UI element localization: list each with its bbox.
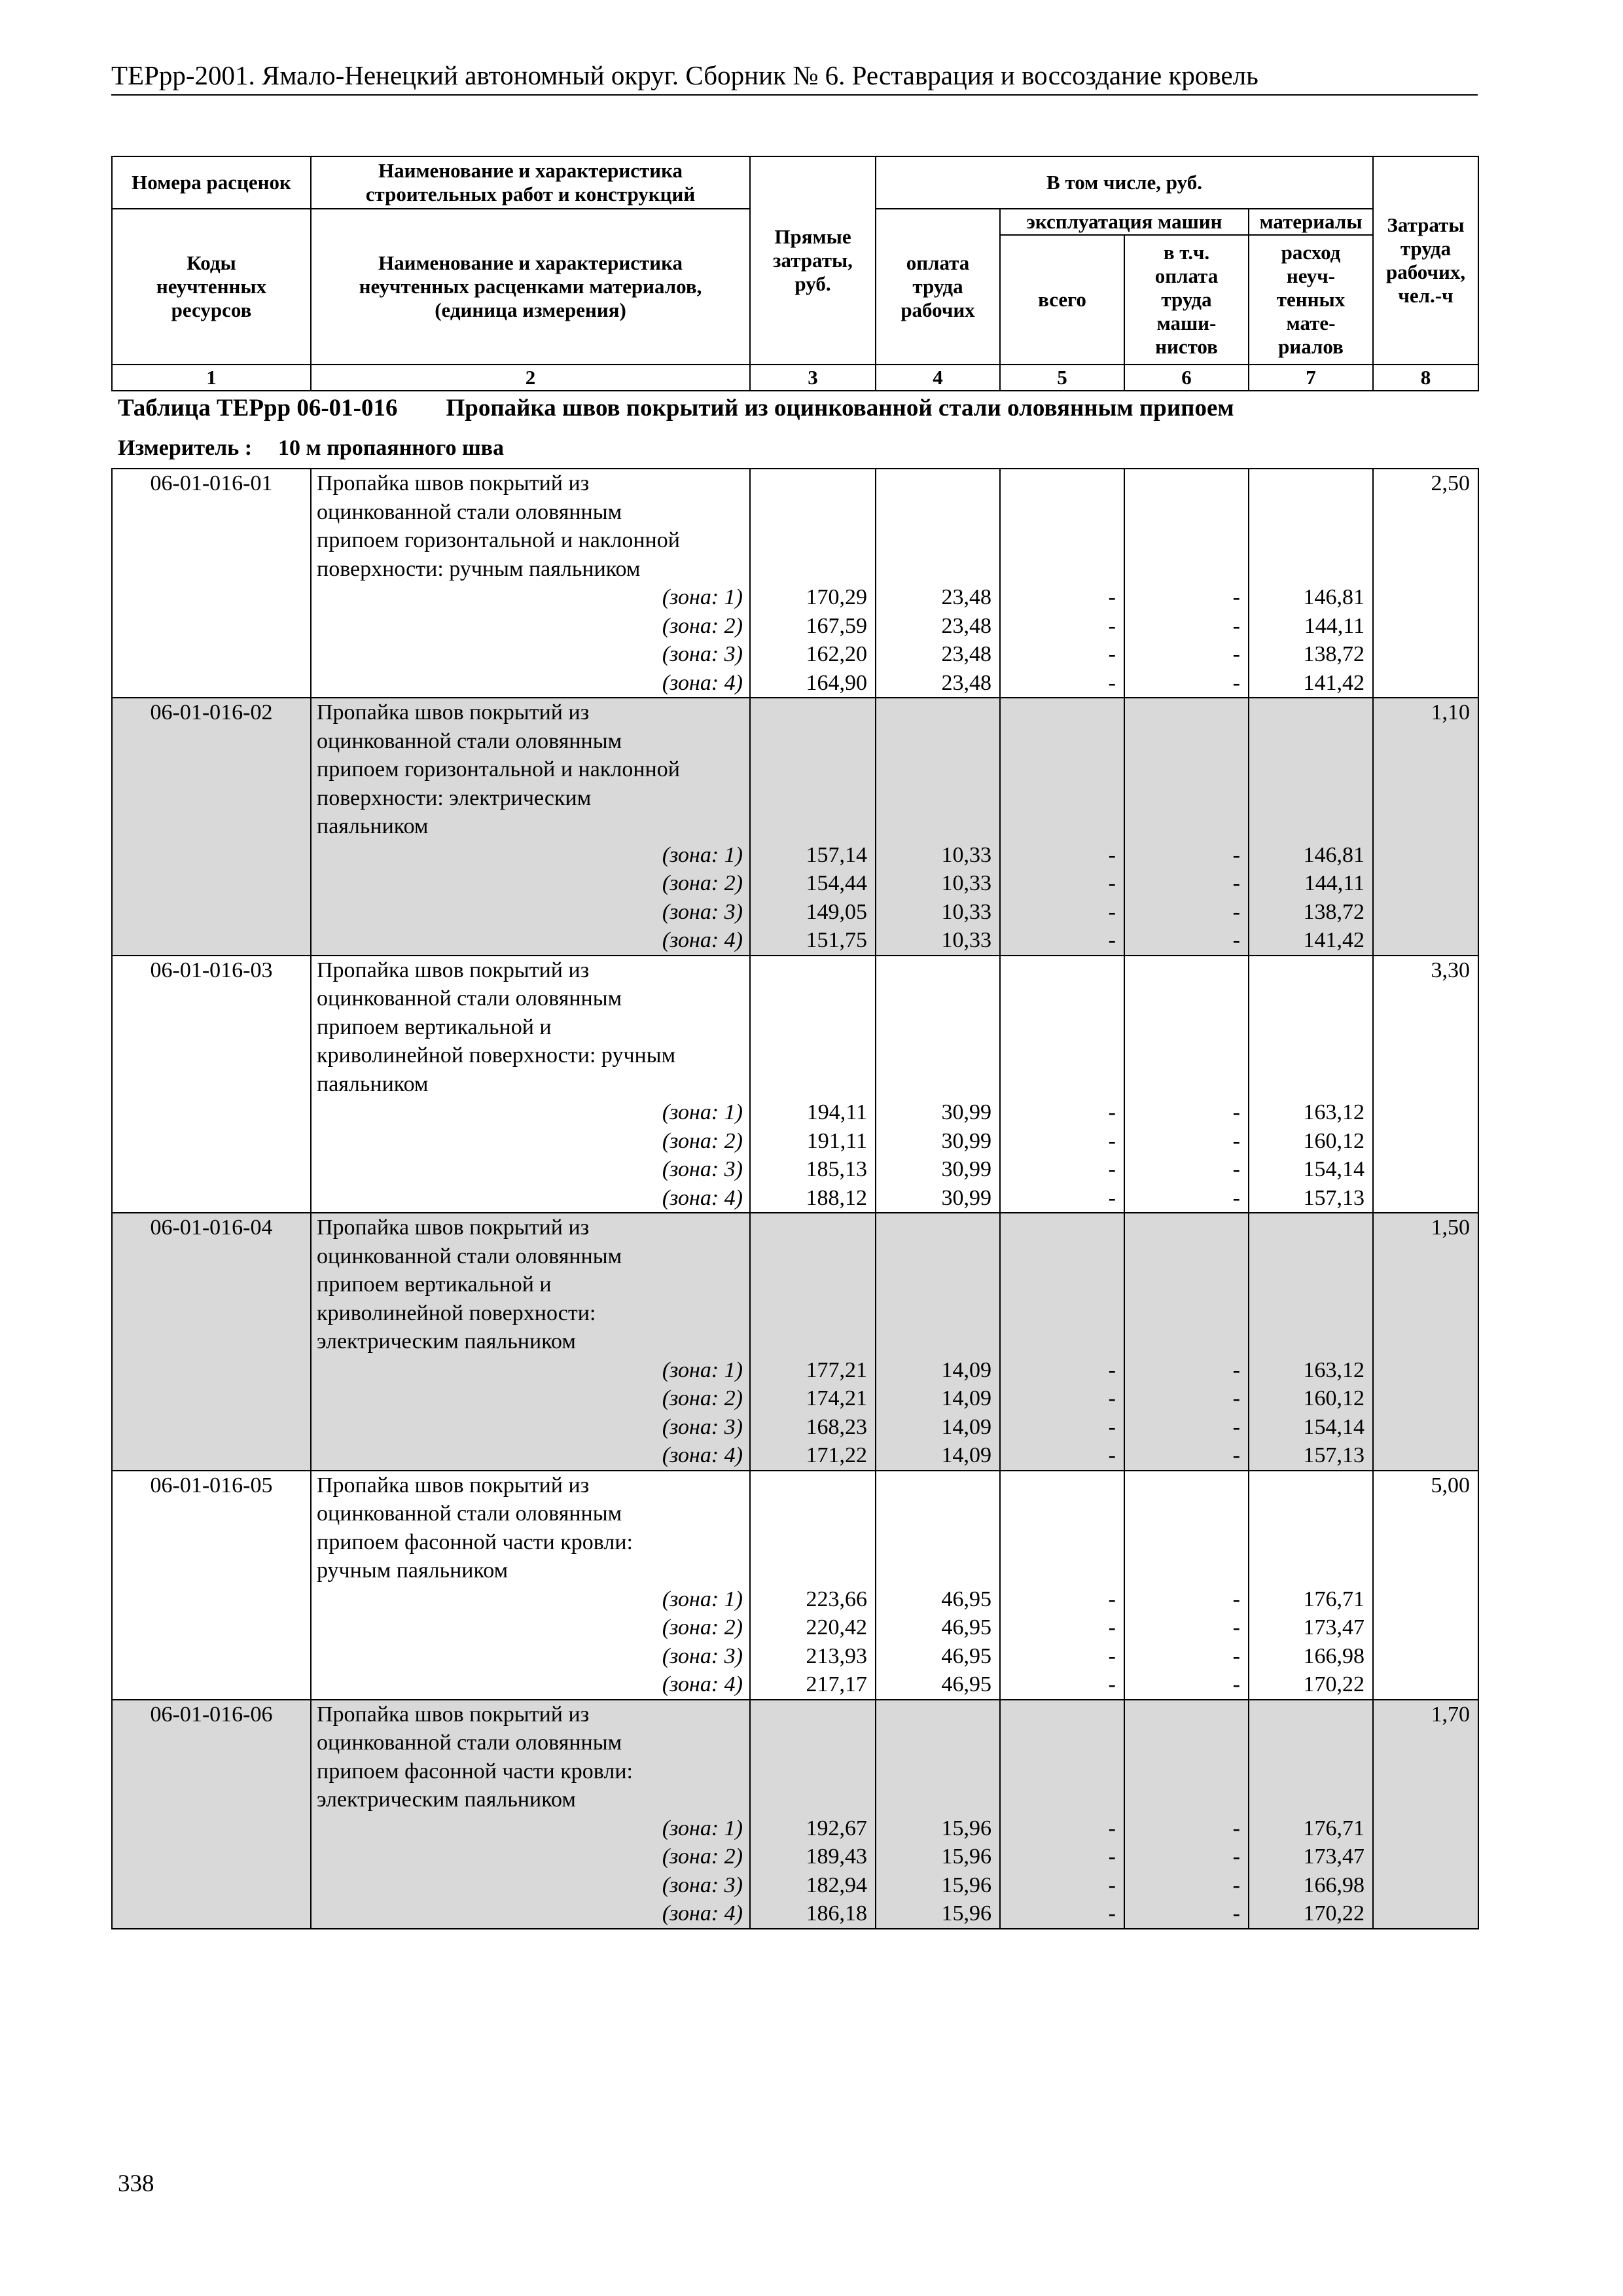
zone-label: (зона: 4) [662, 670, 743, 695]
labor-cell [1373, 698, 1478, 956]
zone-label: (зона: 3) [662, 642, 743, 666]
machinist-wages: - [1232, 899, 1240, 924]
zone-label: (зона: 1) [662, 1587, 743, 1611]
zone-label: (зона: 1) [662, 1357, 743, 1382]
rate-code: 06-01-016-04 [112, 1213, 311, 1471]
machinist-wages: - [1232, 1643, 1240, 1668]
table-id: Таблица ТЕРрр 06-01-016 [118, 395, 398, 422]
zone-label: (зона: 3) [662, 899, 743, 924]
zone-label: (зона: 3) [662, 1157, 743, 1181]
wages-cost: 15,96 [941, 1901, 991, 1926]
description-line: припоем горизонтальной и наклонной [317, 757, 680, 781]
description-line: Пропайка швов покрытий из [317, 1215, 590, 1240]
header-materials-sub: расход неуч- тенных мате- риалов [1249, 235, 1373, 365]
measure-value: 10 м пропаянного шва [278, 436, 505, 460]
direct-cost-cell [750, 469, 876, 698]
machines-cost: - [1108, 585, 1116, 609]
description-line: оцинкованной стали оловянным [317, 986, 622, 1011]
zone-label: (зона: 4) [662, 1901, 743, 1926]
zone-label: (зона: 4) [662, 1443, 743, 1467]
direct-cost-cell [750, 956, 876, 1213]
machines-cost: - [1108, 1643, 1116, 1668]
machines-cost-cell [1000, 1213, 1124, 1471]
wages-cost-cell [876, 1700, 1000, 1929]
direct-cost: 149,05 [806, 899, 867, 924]
labor-cost: 3,30 [1431, 958, 1470, 982]
zone-label: (зона: 3) [662, 1414, 743, 1439]
wages-cost: 15,96 [941, 1873, 991, 1897]
machines-cost: - [1108, 899, 1116, 924]
rate-description [311, 469, 750, 698]
header-name-bottom: Наименование и характеристика неучтенных расценками материалов, (единица измерения) [311, 209, 750, 365]
machines-cost: - [1108, 871, 1116, 895]
wages-cost: 10,33 [941, 899, 991, 924]
wages-cost: 15,96 [941, 1844, 991, 1869]
direct-cost: 162,20 [806, 642, 867, 666]
zone-label: (зона: 2) [662, 871, 743, 895]
page-header: ТЕРрр-2001. Ямало-Ненецкий автономный округ. Сборник № 6. Реставрация и воссоздание кровель [111, 59, 1478, 96]
materials-cost: 141,42 [1303, 928, 1364, 952]
machines-cost: - [1108, 1587, 1116, 1611]
column-number: 7 [1249, 365, 1373, 391]
zone-label: (зона: 4) [662, 1185, 743, 1210]
description-line: паяльником [317, 1071, 429, 1096]
zone-label: (зона: 2) [662, 613, 743, 638]
column-header-table [111, 156, 1479, 391]
wages-cost: 30,99 [941, 1100, 991, 1124]
measure-unit [118, 436, 504, 461]
description-line: оцинкованной стали оловянным [317, 1501, 622, 1526]
machinist-wages: - [1232, 1386, 1240, 1410]
column-number: 3 [750, 365, 876, 391]
wages-cost-cell [876, 698, 1000, 956]
zone-label: (зона: 3) [662, 1643, 743, 1668]
zone-label: (зона: 2) [662, 1615, 743, 1640]
description-line: припоем фасонной части кровли: [317, 1759, 633, 1784]
labor-cell [1373, 1700, 1478, 1929]
machinist-wages: - [1232, 1615, 1240, 1640]
description-line: припоем вертикальной и [317, 1014, 552, 1039]
direct-cost: 157,14 [806, 842, 867, 867]
description-line: Пропайка швов покрытий из [317, 1702, 590, 1727]
machines-cost: - [1108, 1414, 1116, 1439]
description-line: припоем фасонной части кровли: [317, 1530, 633, 1554]
wages-cost-cell [876, 1471, 1000, 1700]
machinist-wages: - [1232, 613, 1240, 638]
zone-label: (зона: 3) [662, 1873, 743, 1897]
machinist-wages: - [1232, 1873, 1240, 1897]
machines-cost-cell [1000, 956, 1124, 1213]
machinist-wages-cell [1124, 469, 1249, 698]
materials-cost: 176,71 [1303, 1587, 1364, 1611]
wages-cost: 10,33 [941, 928, 991, 952]
machines-cost: - [1108, 1816, 1116, 1840]
table-row [112, 956, 1478, 1213]
table-name: Пропайка швов покрытий из оцинкованной стали оловянным припоем [446, 395, 1234, 422]
wages-cost: 23,48 [941, 642, 991, 666]
materials-cost: 157,13 [1303, 1185, 1364, 1210]
machines-cost-cell [1000, 1700, 1124, 1929]
direct-cost: 154,44 [806, 871, 867, 895]
direct-cost: 177,21 [806, 1357, 867, 1382]
machinist-wages-cell [1124, 698, 1249, 956]
labor-cell [1373, 469, 1478, 698]
column-number: 8 [1373, 365, 1478, 391]
machines-cost: - [1108, 1873, 1116, 1897]
description-line: припоем горизонтальной и наклонной [317, 528, 680, 552]
wages-cost: 30,99 [941, 1157, 991, 1181]
machinist-wages-cell [1124, 1213, 1249, 1471]
table-row [112, 698, 1478, 956]
machinist-wages: - [1232, 1443, 1240, 1467]
materials-cost-cell [1249, 1471, 1373, 1700]
machinist-wages: - [1232, 1100, 1240, 1124]
machinist-wages: - [1232, 1587, 1240, 1611]
materials-cost-cell [1249, 956, 1373, 1213]
rate-description [311, 698, 750, 956]
labor-cost: 5,00 [1431, 1473, 1470, 1498]
direct-cost: 220,42 [806, 1615, 867, 1640]
wages-cost: 10,33 [941, 871, 991, 895]
machines-cost: - [1108, 1672, 1116, 1696]
wages-cost: 46,95 [941, 1672, 991, 1696]
wages-cost-cell [876, 956, 1000, 1213]
wages-cost-cell [876, 1213, 1000, 1471]
materials-cost: 157,13 [1303, 1443, 1364, 1467]
wages-cost: 23,48 [941, 670, 991, 695]
measure-label: Измеритель : [118, 436, 253, 460]
header-materials: материалы [1249, 209, 1373, 235]
direct-cost-cell [750, 1700, 876, 1929]
description-line: паяльником [317, 814, 429, 838]
materials-cost: 166,98 [1303, 1873, 1364, 1897]
header-including: В том числе, руб. [876, 156, 1373, 209]
description-line: оцинкованной стали оловянным [317, 1244, 622, 1268]
direct-cost: 168,23 [806, 1414, 867, 1439]
materials-cost: 154,14 [1303, 1157, 1364, 1181]
wages-cost: 14,09 [941, 1386, 991, 1410]
materials-cost: 138,72 [1303, 642, 1364, 666]
description-line: оцинкованной стали оловянным [317, 1731, 622, 1755]
description-line: оцинкованной стали оловянным [317, 728, 622, 753]
rate-code: 06-01-016-03 [112, 956, 311, 1213]
machinist-wages: - [1232, 1357, 1240, 1382]
labor-cost: 1,50 [1431, 1215, 1470, 1240]
machines-cost: - [1108, 1128, 1116, 1153]
description-line: поверхности: ручным паяльником [317, 556, 641, 581]
description-line: припоем вертикальной и [317, 1272, 552, 1297]
materials-cost: 173,47 [1303, 1615, 1364, 1640]
column-number: 2 [311, 365, 750, 391]
machines-cost: - [1108, 613, 1116, 638]
direct-cost: 151,75 [806, 928, 867, 952]
machines-cost: - [1108, 1443, 1116, 1467]
machines-cost: - [1108, 928, 1116, 952]
description-line: электрическим паяльником [317, 1329, 576, 1354]
wages-cost: 23,48 [941, 613, 991, 638]
direct-cost: 186,18 [806, 1901, 867, 1926]
labor-cost: 2,50 [1431, 471, 1470, 495]
zone-label: (зона: 1) [662, 842, 743, 867]
direct-cost-cell [750, 1213, 876, 1471]
materials-cost: 176,71 [1303, 1816, 1364, 1840]
wages-cost: 23,48 [941, 585, 991, 609]
labor-cost: 1,70 [1431, 1702, 1470, 1727]
materials-cost: 170,22 [1303, 1672, 1364, 1696]
machines-cost: - [1108, 1386, 1116, 1410]
column-number: 5 [1000, 365, 1124, 391]
materials-cost: 170,22 [1303, 1901, 1364, 1926]
machinist-wages: - [1232, 1816, 1240, 1840]
column-number: 1 [112, 365, 311, 391]
wages-cost: 30,99 [941, 1128, 991, 1153]
wages-cost: 46,95 [941, 1587, 991, 1611]
table-title [118, 394, 1234, 422]
description-line: оцинкованной стали оловянным [317, 499, 622, 524]
zone-label: (зона: 2) [662, 1844, 743, 1869]
direct-cost: 189,43 [806, 1844, 867, 1869]
zone-label: (зона: 2) [662, 1128, 743, 1153]
machinist-wages: - [1232, 585, 1240, 609]
description-line: Пропайка швов покрытий из [317, 1473, 590, 1498]
materials-cost-cell [1249, 1213, 1373, 1471]
description-line: ручным паяльником [317, 1558, 508, 1583]
materials-cost: 144,11 [1304, 613, 1364, 638]
description-line: Пропайка швов покрытий из [317, 700, 590, 725]
direct-cost: 213,93 [806, 1643, 867, 1668]
description-line: электрическим паяльником [317, 1787, 576, 1812]
zone-label: (зона: 1) [662, 585, 743, 609]
direct-cost: 223,66 [806, 1587, 867, 1611]
machinist-wages: - [1232, 1844, 1240, 1869]
machinist-wages: - [1232, 1414, 1240, 1439]
direct-cost: 171,22 [806, 1443, 867, 1467]
header-wages: оплата труда рабочих [876, 209, 1000, 365]
materials-cost-cell [1249, 698, 1373, 956]
machines-cost-cell [1000, 1471, 1124, 1700]
header-codes-bottom: Коды неучтенных ресурсов [112, 209, 311, 365]
rate-description [311, 956, 750, 1213]
direct-cost-cell [750, 1471, 876, 1700]
direct-cost: 164,90 [806, 670, 867, 695]
materials-cost: 173,47 [1303, 1844, 1364, 1869]
direct-cost: 174,21 [806, 1386, 867, 1410]
wages-cost: 10,33 [941, 842, 991, 867]
wages-cost: 46,95 [941, 1643, 991, 1668]
rate-description [311, 1213, 750, 1471]
rate-code: 06-01-016-05 [112, 1471, 311, 1700]
machines-cost: - [1108, 1100, 1116, 1124]
direct-cost: 170,29 [806, 585, 867, 609]
zone-label: (зона: 4) [662, 1672, 743, 1696]
description-line: Пропайка швов покрытий из [317, 471, 590, 495]
header-machines-wages: в т.ч. оплата труда маши- нистов [1124, 235, 1249, 365]
header-codes-top: Номера расценок [112, 156, 311, 209]
labor-cost: 1,10 [1431, 700, 1470, 725]
direct-cost-cell [750, 698, 876, 956]
machinist-wages: - [1232, 928, 1240, 952]
machinist-wages: - [1232, 1901, 1240, 1926]
rate-code: 06-01-016-01 [112, 469, 311, 698]
header-name-top: Наименование и характеристика строительных работ и конструкций [311, 156, 750, 209]
header-machines: эксплуатация машин [1000, 209, 1249, 235]
materials-cost: 163,12 [1303, 1357, 1364, 1382]
labor-cell [1373, 1213, 1478, 1471]
materials-cost: 138,72 [1303, 899, 1364, 924]
wages-cost: 15,96 [941, 1816, 991, 1840]
machinist-wages: - [1232, 642, 1240, 666]
machinist-wages: - [1232, 842, 1240, 867]
machinist-wages: - [1232, 1672, 1240, 1696]
machines-cost: - [1108, 642, 1116, 666]
machinist-wages: - [1232, 871, 1240, 895]
machines-cost: - [1108, 670, 1116, 695]
labor-cell [1373, 956, 1478, 1213]
page-number: 338 [118, 2170, 154, 2197]
materials-cost: 160,12 [1303, 1386, 1364, 1410]
materials-cost: 141,42 [1303, 670, 1364, 695]
machines-cost: - [1108, 1357, 1116, 1382]
machinist-wages-cell [1124, 1700, 1249, 1929]
zone-label: (зона: 4) [662, 928, 743, 952]
materials-cost: 154,14 [1303, 1414, 1364, 1439]
wages-cost: 46,95 [941, 1615, 991, 1640]
materials-cost: 160,12 [1303, 1128, 1364, 1153]
machinist-wages: - [1232, 1185, 1240, 1210]
machines-cost: - [1108, 1901, 1116, 1926]
table-row [112, 1700, 1478, 1929]
machines-cost-cell [1000, 469, 1124, 698]
description-line: криволинейной поверхности: ручным [317, 1043, 676, 1067]
labor-cell [1373, 1471, 1478, 1700]
wages-cost: 14,09 [941, 1357, 991, 1382]
machinist-wages-cell [1124, 1471, 1249, 1700]
direct-cost: 194,11 [806, 1100, 867, 1124]
wages-cost: 30,99 [941, 1185, 991, 1210]
rates-table [111, 468, 1479, 1929]
description-line: поверхности: электрическим [317, 785, 592, 810]
materials-cost: 166,98 [1303, 1643, 1364, 1668]
zone-label: (зона: 1) [662, 1816, 743, 1840]
direct-cost: 185,13 [806, 1157, 867, 1181]
rate-code: 06-01-016-06 [112, 1700, 311, 1929]
machinist-wages: - [1232, 670, 1240, 695]
wages-cost: 14,09 [941, 1414, 991, 1439]
machines-cost: - [1108, 1615, 1116, 1640]
machines-cost: - [1108, 1157, 1116, 1181]
materials-cost: 146,81 [1303, 585, 1364, 609]
description-line: Пропайка швов покрытий из [317, 958, 590, 982]
direct-cost: 167,59 [806, 613, 867, 638]
direct-cost: 182,94 [806, 1873, 867, 1897]
materials-cost-cell [1249, 469, 1373, 698]
header-machines-total: всего [1000, 235, 1124, 365]
rate-code: 06-01-016-02 [112, 698, 311, 956]
table-row [112, 469, 1478, 698]
zone-label: (зона: 1) [662, 1100, 743, 1124]
column-number: 4 [876, 365, 1000, 391]
machines-cost-cell [1000, 698, 1124, 956]
materials-cost-cell [1249, 1700, 1373, 1929]
machinist-wages-cell [1124, 956, 1249, 1213]
machinist-wages: - [1232, 1157, 1240, 1181]
materials-cost: 146,81 [1303, 842, 1364, 867]
column-number: 6 [1124, 365, 1249, 391]
header-labor: Затраты труда рабочих, чел.-ч [1373, 156, 1478, 365]
materials-cost: 163,12 [1303, 1100, 1364, 1124]
direct-cost: 217,17 [806, 1672, 867, 1696]
direct-cost: 191,11 [806, 1128, 867, 1153]
rate-description [311, 1471, 750, 1700]
description-line: криволинейной поверхности: [317, 1300, 596, 1325]
machines-cost: - [1108, 1844, 1116, 1869]
machinist-wages: - [1232, 1128, 1240, 1153]
rate-description [311, 1700, 750, 1929]
table-row [112, 1471, 1478, 1700]
direct-cost: 192,67 [806, 1816, 867, 1840]
table-row [112, 1213, 1478, 1471]
header-direct-costs: Прямые затраты, руб. [750, 156, 876, 365]
materials-cost: 144,11 [1304, 871, 1364, 895]
machines-cost: - [1108, 842, 1116, 867]
wages-cost: 14,09 [941, 1443, 991, 1467]
machines-cost: - [1108, 1185, 1116, 1210]
wages-cost-cell [876, 469, 1000, 698]
direct-cost: 188,12 [806, 1185, 867, 1210]
zone-label: (зона: 2) [662, 1386, 743, 1410]
